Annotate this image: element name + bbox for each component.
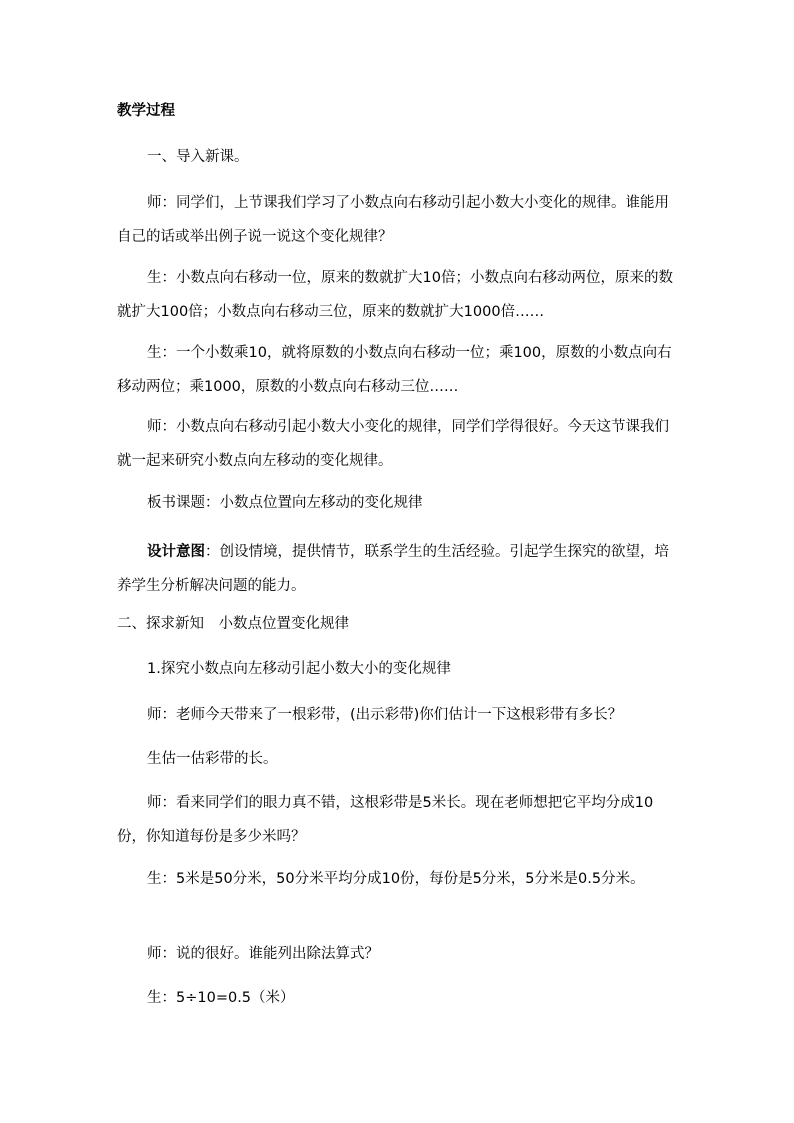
paragraph-teacher-question: 师：看来同学们的眼力真不错，这根彩带是5米长。现在老师想把它平均分成10份，你知道每份是多少米吗？ bbox=[117, 795, 654, 845]
paragraph-board-title: 板书课题：小数点位置向左移动的变化规律 bbox=[147, 495, 423, 511]
section-heading: 教学过程 bbox=[117, 103, 175, 119]
paragraph-explore-step-1: 1.探究小数点向左移动引起小数大小的变化规律 bbox=[147, 661, 451, 677]
paragraph-student-answer-2: 生：一个小数乘10，就将原数的小数点向右移动一位；乘100，原数的小数点向右移动两位；乘1000，原数的小数点向右移动三位…… bbox=[117, 345, 672, 395]
paragraph-teacher-review: 师：同学们，上节课我们学习了小数点向右移动引起小数大小变化的规律。谁能用自己的话或举出例子说一说这个变化规律？ bbox=[117, 195, 669, 245]
paragraph-teacher-division: 师：说的很好。谁能列出除法算式？ bbox=[147, 946, 379, 962]
paragraph-student-estimate: 生估一估彩带的长。 bbox=[147, 751, 278, 767]
design-intent-label: 设计意图 bbox=[147, 544, 205, 560]
paragraph-teacher-ribbon: 师：老师今天带来了一根彩带，(出示彩带)你们估计一下这根彩带有多长？ bbox=[147, 707, 623, 723]
paragraph-explore-title: 二、探求新知 小数点位置变化规律 bbox=[117, 616, 349, 632]
paragraph-student-answer-1: 生：小数点向右移动一位，原来的数就扩大10倍；小数点向右移动两位，原来的数就扩大100倍；小数点向右移动三位，原来的数就扩大1000倍…… bbox=[117, 270, 673, 320]
paragraph-design-intent bbox=[117, 535, 677, 603]
paragraph-student-formula: 生：5÷10=0.5（米） bbox=[147, 990, 295, 1006]
paragraph-teacher-summary: 师：小数点向右移动引起小数大小变化的规律，同学们学得很好。今天这节课我们就一起来研究小数点向左移动的变化规律。 bbox=[117, 419, 669, 469]
paragraph-student-calc: 生：5米是50分米，50分米平均分成10份，每份是5分米，5分米是0.5分米。 bbox=[147, 871, 645, 887]
design-intent-text: ：创设情境，提供情节，联系学生的生活经验。引起学生探究的欲望，培养学生分析解决问题的能力。 bbox=[117, 544, 669, 594]
paragraph-intro-title: 一、导入新课。 bbox=[147, 149, 249, 165]
